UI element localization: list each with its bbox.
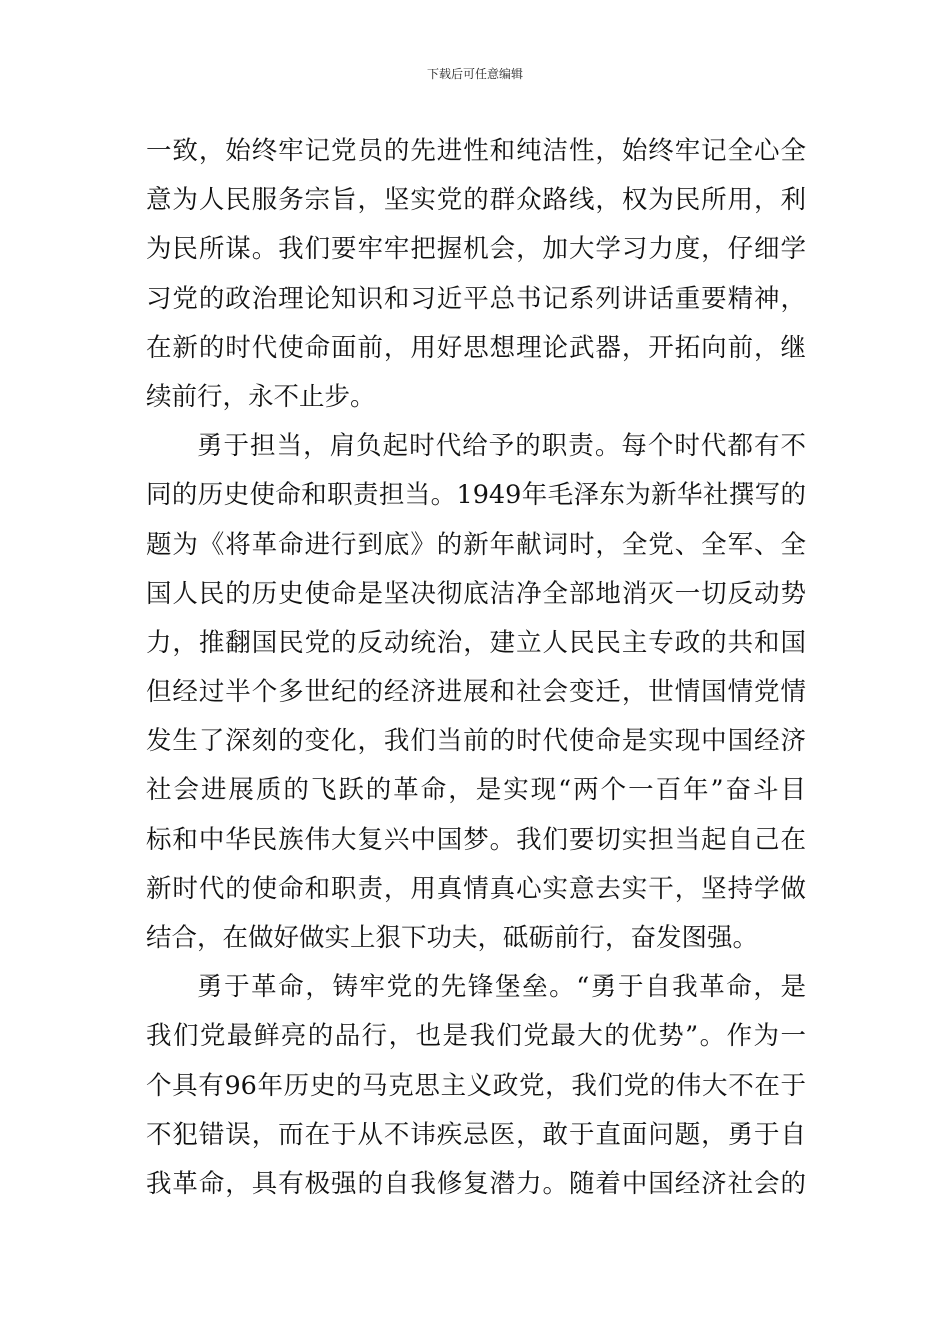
page-header: 下载后可任意编辑: [426, 67, 523, 81]
paragraph-2-line-7: 发生了深刻的变化，我们当前的时代使命是实现中国经济: [146, 726, 806, 757]
paragraph-2-line-9: 标和中华民族伟大复兴中国梦。我们要切实担当起自己在: [146, 824, 806, 855]
paragraph-1-line-5: 在新的时代使命面前，用好思想理论武器，开拓向前，继: [146, 332, 806, 363]
paragraph-2-line-11: 结合，在做好做实上狠下功夫，砥砺前行，奋发图强。: [146, 923, 759, 953]
paragraph-3-line-5: 我革命，具有极强的自我修复潜力。随着中国经济社会的: [146, 1168, 806, 1199]
paragraph-3-line-3: 个具有96年历史的马克思主义政党，我们党的伟大不在于: [146, 1070, 806, 1101]
paragraph-2-line-3: 题为《将革命进行到底》的新年献词时，全党、全军、全: [146, 529, 806, 560]
paragraph-2-line-10: 新时代的使命和职责，用真情真心实意去实干，坚持学做: [146, 873, 806, 904]
document-body: [146, 127, 806, 1209]
paragraph-2-line-4: 国人民的历史使命是坚决彻底洁净全部地消灭一切反动势: [146, 578, 806, 609]
paragraph-2-line-1: 勇于担当，肩负起时代给予的职责。每个时代都有不: [197, 431, 806, 462]
paragraph-3-line-2: 我们党最鲜亮的品行，也是我们党最大的优势”。作为一: [146, 1021, 806, 1052]
paragraph-2-line-8: 社会进展质的飞跃的革命，是实现“两个一百年”奋斗目: [146, 775, 806, 806]
paragraph-2-line-5: 力，推翻国民党的反动统治，建立人民民主专政的共和国: [146, 627, 806, 658]
paragraph-3-line-4: 不犯错误，而在于从不讳疾忌医，敢于直面问题，勇于自: [146, 1119, 806, 1150]
paragraph-2-line-6: 但经过半个多世纪的经济进展和社会变迁，世情国情党情: [146, 677, 806, 708]
paragraph-1-line-1: 一致，始终牢记党员的先进性和纯洁性，始终牢记全心全: [146, 136, 806, 166]
paragraph-3-line-1: 勇于革命，铸牢党的先锋堡垒。“勇于自我革命，是: [197, 972, 806, 1003]
paragraph-1-line-6: 续前行，永不止步。: [146, 381, 376, 412]
paragraph-1-line-4: 习党的政治理论知识和习近平总书记系列讲话重要精神，: [146, 283, 806, 314]
paragraph-1-line-3: 为民所谋。我们要牢牢把握机会，加大学习力度，仔细学: [146, 234, 806, 265]
paragraph-2-line-2: 同的历史使命和职责担当。1949年毛泽东为新华社撰写的: [146, 480, 806, 511]
paragraph-1-line-2: 意为人民服务宗旨，坚实党的群众路线，权为民所用，利: [146, 185, 806, 216]
